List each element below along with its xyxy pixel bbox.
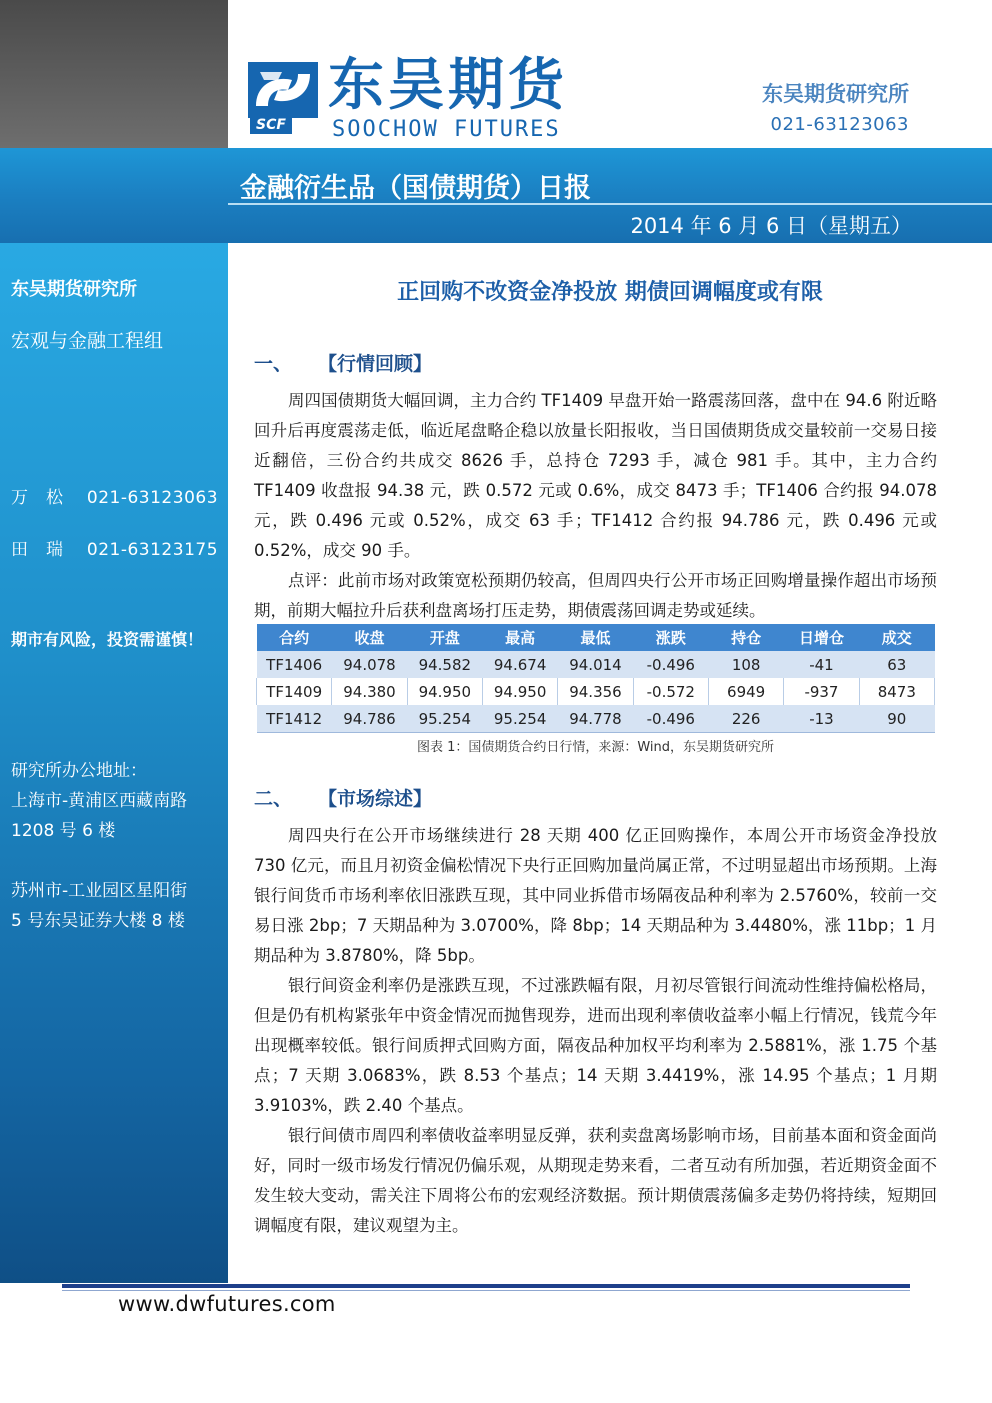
risk-notice: 期市有风险，投资需谨慎！ xyxy=(11,630,204,649)
address-line: 研究所办公地址： xyxy=(11,761,147,781)
table-cell: -0.496 xyxy=(633,651,708,678)
paragraph-comment: 点评：此前市场对政策宽松预期仍较高，但周四央行公开市场正回购增量操作超出市场预期，前期大幅拉升后获利盘离场打压走势，期债震荡回调走势或延续。 xyxy=(254,571,937,620)
table-header-cell: 持仓 xyxy=(708,624,783,651)
footer-divider-thin xyxy=(62,1290,910,1291)
address-line: 5 号东吴证券大楼 8 楼 xyxy=(11,911,185,931)
table-row xyxy=(257,705,935,733)
footer-website: www.dwfutures.com xyxy=(118,1292,336,1316)
table-cell: TF1406 xyxy=(257,651,332,678)
header-corner-block xyxy=(0,0,228,148)
table-cell: 8473 xyxy=(859,678,934,705)
section-heading xyxy=(254,349,432,376)
address-line xyxy=(11,846,187,876)
table-cell: 90 xyxy=(859,705,934,733)
table-cell: 94.786 xyxy=(332,705,407,733)
analyst-name: 万松 xyxy=(11,488,81,508)
table-cell: 94.014 xyxy=(558,651,633,678)
address-line: 1208 号 6 楼 xyxy=(11,821,116,841)
address-line: 苏州市-工业园区星阳街 xyxy=(11,881,188,901)
table-cell: 94.356 xyxy=(558,678,633,705)
report-title: 金融衍生品（国债期货）日报 xyxy=(240,173,591,204)
paragraph-interbank-rates: 银行间资金利率仍是涨跌互现，不过涨跌幅有限，月初尽管银行间流动性维持偏松格局，但是仍有机构紧张年中资金情况而抛售现券，进而出现利率债收益率小幅上行情况，钱荒今年出现概率较低。银行间质押式回购方面，隔夜品种加权平均利率为 2.5881%，涨 1.75 个基点；7 天期 3.0683%，跌 8.53 个基点；14 天期 3.4419%，涨 14.95 个基点；1 月期 3.9103%，跌 2.40 个基点。 xyxy=(254,976,937,1115)
logo-english-name: SOOCHOW FUTURES xyxy=(332,117,561,142)
table-row xyxy=(257,651,935,678)
table-header-cell: 涨跌 xyxy=(633,624,708,651)
footer-divider xyxy=(62,1284,910,1288)
office-address xyxy=(11,756,187,936)
section-heading xyxy=(254,784,432,811)
table-cell: 94.950 xyxy=(482,678,557,705)
table-cell: 94.380 xyxy=(332,678,407,705)
analyst-name: 田瑞 xyxy=(11,540,81,560)
table-caption: 图表 1：国债期货合约日行情，来源：Wind，东吴期货研究所 xyxy=(416,740,775,755)
table-cell: 95.254 xyxy=(482,705,557,733)
company-logo xyxy=(248,53,588,142)
paragraph-open-market: 周四央行在公开市场继续进行 28 天期 400 亿正回购操作，本周公开市场资金净投放 730 亿元，而且月初资金偏松情况下央行正回购加量尚属正常，不过明显超出市场预期。上海银行间货币市场利率依旧涨跌互现，其中同业拆借市场隔夜品种利率为 2.5760%，较前一交易日涨 2bp；7 天期品种为 3.0700%，降 8bp；14 天期品种为 3.4480%，涨 11bp；1 月期品种为 3.8780%，降 5bp。 xyxy=(254,826,937,965)
table-cell: 226 xyxy=(708,705,783,733)
table-cell: 94.674 xyxy=(482,651,557,678)
quotes-table xyxy=(256,624,935,733)
section-title: 【市场综述】 xyxy=(318,788,433,810)
paragraph-market-review: 周四国债期货大幅回调，主力合约 TF1409 早盘开始一路震荡回落，盘中在 94.6 附近略回升后再度震荡走低，临近尾盘略企稳以放量长阳报收，当日国债期货成交量较前一交易日接近翻倍，三份合约共成交 8626 手，总持仓 7293 手，减仓 981 手。其中，主力合约 TF1409 收盘报 94.38 元，跌 0.572 元或 0.6%，成交 8473 手；TF1406 合约报 94.078 元，跌 0.496 元或 0.52%，成交 63 手；TF1412 合约报 94.786 元，跌 0.496 元或 0.52%，成交 90 手。 xyxy=(254,391,937,560)
table-row xyxy=(257,678,935,705)
analyst-contact xyxy=(11,483,218,508)
table-header-cell: 合约 xyxy=(257,624,332,651)
table-header-cell: 收盘 xyxy=(332,624,407,651)
table-cell: TF1412 xyxy=(257,705,332,733)
sidebar-institute: 东吴期货研究所 xyxy=(11,279,137,300)
table-cell: 94.950 xyxy=(407,678,482,705)
table-cell: 94.078 xyxy=(332,651,407,678)
table-cell: TF1409 xyxy=(257,678,332,705)
table-cell: 108 xyxy=(708,651,783,678)
analyst-contact xyxy=(11,535,218,560)
article-headline: 正回购不改资金净投放 期债回调幅度或有限 xyxy=(397,280,823,305)
table-cell: 95.254 xyxy=(407,705,482,733)
analyst-phone: 021-63123175 xyxy=(86,540,219,560)
logo-abbr: SCF xyxy=(250,116,292,134)
table-header-cell: 最低 xyxy=(558,624,633,651)
table-cell: -0.496 xyxy=(633,705,708,733)
table-header-row xyxy=(257,624,935,651)
table-cell: -937 xyxy=(784,678,859,705)
institute-name: 东吴期货研究所 xyxy=(762,82,909,106)
section-number: 二、 xyxy=(254,788,293,810)
analyst-phone: 021-63123063 xyxy=(86,488,219,508)
table-cell: 6949 xyxy=(708,678,783,705)
table-cell: 63 xyxy=(859,651,934,678)
section-number: 一、 xyxy=(254,353,293,375)
paragraph-bond-market: 银行间债市周四利率债收益率明显反弹，获利卖盘离场影响市场，目前基本面和资金面尚好，同时一级市场发行情况仍偏乐观，从期现走势来看，二者互动有所加强，若近期资金面不发生较大变动，需关注下周将公布的宏观经济数据。预计期债震荡偏多走势仍将持续，短期回调幅度有限，建议观望为主。 xyxy=(254,1126,937,1235)
institute-phone: 021-63123063 xyxy=(770,114,909,135)
sidebar-group: 宏观与金融工程组 xyxy=(11,330,164,352)
report-date: 2014 年 6 月 6 日（星期五） xyxy=(630,214,912,238)
table-cell: -41 xyxy=(784,651,859,678)
table-header-cell: 成交 xyxy=(859,624,934,651)
section-title: 【行情回顾】 xyxy=(318,353,433,375)
table-header-cell: 最高 xyxy=(482,624,557,651)
address-line: 上海市-黄浦区西藏南路 xyxy=(11,791,188,811)
table-cell: 94.778 xyxy=(558,705,633,733)
table-cell: 94.582 xyxy=(407,651,482,678)
table-header-cell: 开盘 xyxy=(407,624,482,651)
table-cell: -13 xyxy=(784,705,859,733)
logo-chinese-name: 东吴期货 xyxy=(328,53,568,118)
table-header-cell: 日增仓 xyxy=(784,624,859,651)
table-cell: -0.572 xyxy=(633,678,708,705)
